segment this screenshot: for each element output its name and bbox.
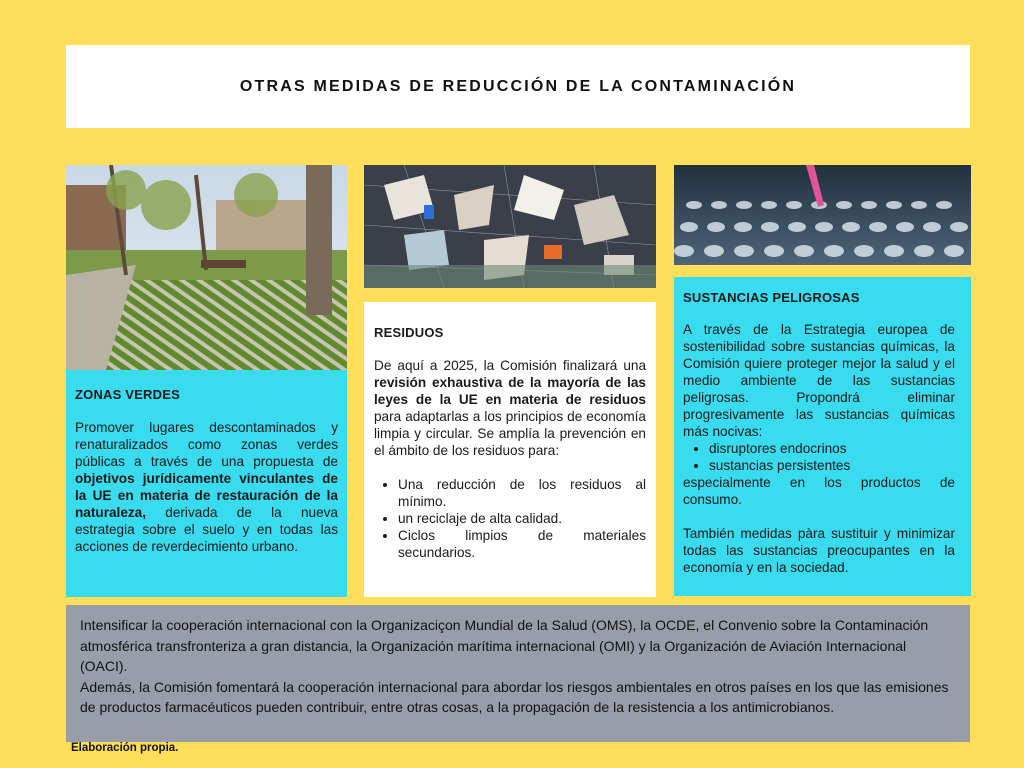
waste-text-part: para adaptarlas a los principios de economía limpia y circular. Se amplía la prevención en el ámbito de los residuos para: (374, 409, 646, 458)
list-item: • un reciclaje de alta calidad. (398, 510, 646, 527)
waste-text (374, 357, 646, 459)
hazardous-bullet-list (709, 440, 955, 474)
green-zones-panel (66, 370, 347, 597)
hazardous-text-2: especialmente en los productos de consumo. (683, 475, 955, 507)
hazardous-heading: SUSTANCIAS PELIGROSAS (683, 290, 860, 305)
title-banner (66, 45, 970, 128)
waste-photo (364, 165, 656, 288)
list-item: • Una reducción de los residuos al mínimo. (398, 476, 646, 510)
green-zones-text-part: Promover lugares descontaminados y renaturalizados como zonas verdes públicas a través de una propuesta de (75, 420, 338, 469)
green-zones-text-part: derivada de la nueva estrategia sobre el suelo y en todas las acciones de reverdecimiento urbano. (75, 505, 338, 554)
list-item: • sustancias persistentes (709, 457, 955, 474)
green-zones-text-bold: objetivos jurídicamente vinculantes de la UE en materia de restauración de la naturaleza, (75, 471, 338, 520)
waste-text-part: De aquí a 2025, la Comisión finalizará una (374, 358, 646, 373)
hazardous-text-3: También medidas pàra sustituir y minimizar todas las sustancias preocupantes en la economía y en la sociedad. (683, 526, 955, 575)
waste-panel (364, 302, 656, 597)
list-item: • Ciclos limpios de materiales secundarios. (398, 527, 646, 561)
waste-bullet-list (398, 476, 646, 561)
hazardous-substances-panel (674, 277, 971, 596)
list-item: • disruptores endocrinos (709, 440, 955, 457)
green-zones-text (75, 419, 338, 555)
hazardous-text: A través de la Estrategia europea de sostenibilidad sobre sustancias químicas, la Comisión quiere proteger mejor la salud y el medio ambiente de las sustancias peligrosas. Propondrá eliminar progresivamente las sustancias químicas más nocivas: (683, 322, 955, 439)
cooperation-text-1: Intensificar la cooperación internacional con la Organizaciçon Mundial de la Salud (OMS), la OCDE, el Convenio sobre la Contaminación atmosférica transfronteriza a gran distancia, la Organización marítima internacional (OMI) y la Organización de Aviación Internacional (OACI). (80, 617, 929, 674)
waste-heading: RESIDUOS (374, 325, 444, 340)
international-cooperation-panel (66, 605, 970, 742)
page-title: OTRAS MEDIDAS DE REDUCCIÓN DE LA CONTAMINACIÓN (239, 77, 797, 95)
source-note: Elaboración propia. (71, 742, 179, 754)
lab-tubes-photo (674, 165, 971, 265)
green-zones-heading: ZONAS VERDES (75, 387, 180, 402)
cooperation-text-2: Además, la Comisión fomentará la cooperación internacional para abordar los riesgos ambientales en otros países en los que las emisiones de productos farmacéuticos pueden contribuir, entre otras cosas, a la propagación de la resistencia a los antimicrobianos. (80, 678, 949, 715)
waste-text-bold: revisión exhaustiva de la mayoría de las leyes de la UE en materia de residuos (374, 375, 646, 407)
green-zone-photo (66, 165, 347, 370)
